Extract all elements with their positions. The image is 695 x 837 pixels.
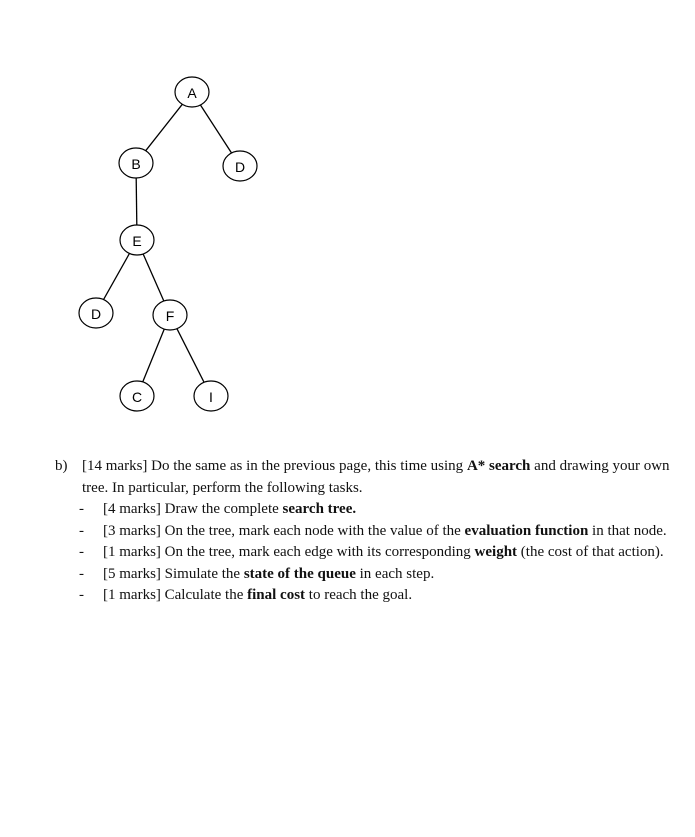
edge-a-d1 xyxy=(200,105,231,153)
text-run: [1 marks] On the tree, mark each edge with its corresponding xyxy=(103,544,475,560)
tree-node-c xyxy=(120,381,154,411)
tree-node-d1 xyxy=(223,151,257,181)
edge-a-b xyxy=(146,104,183,150)
task-list xyxy=(55,499,670,607)
question-intro-text xyxy=(82,456,670,499)
text-run: to reach the goal. xyxy=(305,587,413,603)
text-run: [3 marks] On the tree, mark each node with the value of the xyxy=(103,522,465,539)
text-run: in each step. xyxy=(355,565,435,582)
edge-f-i xyxy=(177,329,204,383)
text-run: [4 marks] Draw the complete xyxy=(103,501,283,517)
text-run: and drawing your own tree. In particular, perform the following tasks. xyxy=(82,458,670,496)
question-b xyxy=(55,456,670,607)
task-item xyxy=(79,564,670,586)
task-item xyxy=(79,499,670,521)
dash-bullet: - xyxy=(79,522,84,539)
text-run: (the cost of that action). xyxy=(517,544,664,560)
tree-node-i xyxy=(194,381,228,411)
tree-node-d2 xyxy=(79,298,113,328)
node-label: A xyxy=(187,85,197,101)
tree-node-e xyxy=(120,225,154,255)
task-text xyxy=(103,542,670,564)
bold-term: weight xyxy=(474,544,518,560)
node-label: D xyxy=(90,306,102,322)
task-text xyxy=(103,499,670,521)
task-item xyxy=(79,521,670,543)
task-text xyxy=(103,564,670,586)
node-label: C xyxy=(131,389,143,405)
dash-bullet: - xyxy=(79,501,84,517)
edge-e-d2 xyxy=(104,253,130,299)
question-label: b) xyxy=(55,458,68,474)
text-run: [1 marks] Calculate the xyxy=(103,587,248,603)
text-run: [14 marks] Do the same as in the previous page, this time using xyxy=(82,458,467,474)
dash-bullet: - xyxy=(79,587,84,603)
tree-nodes xyxy=(79,77,257,411)
text-run: [5 marks] Simulate the xyxy=(103,565,244,582)
bold-term: search tree. xyxy=(282,501,357,517)
tree-node-f xyxy=(153,300,187,330)
edge-f-c xyxy=(143,329,164,382)
dash-bullet: - xyxy=(79,544,84,560)
tree-node-b xyxy=(119,148,153,178)
bold-term: evaluation function xyxy=(464,522,589,539)
node-label: D xyxy=(234,159,246,175)
task-text xyxy=(103,585,670,607)
edge-b-e xyxy=(136,178,137,225)
task-text xyxy=(103,521,670,543)
node-label: E xyxy=(132,233,142,249)
text-run: in that node. xyxy=(588,522,667,539)
question-intro xyxy=(55,456,670,499)
task-item xyxy=(79,542,670,564)
bold-term: A* search xyxy=(466,458,531,474)
dash-bullet: - xyxy=(79,565,84,582)
node-label: F xyxy=(165,308,175,324)
node-label: I xyxy=(209,389,213,405)
task-item xyxy=(79,585,670,607)
tree-node-a xyxy=(175,77,209,107)
edge-e-f xyxy=(143,254,164,301)
bold-term: state of the queue xyxy=(243,565,356,582)
node-label: B xyxy=(131,156,141,172)
bold-term: final cost xyxy=(247,587,306,603)
